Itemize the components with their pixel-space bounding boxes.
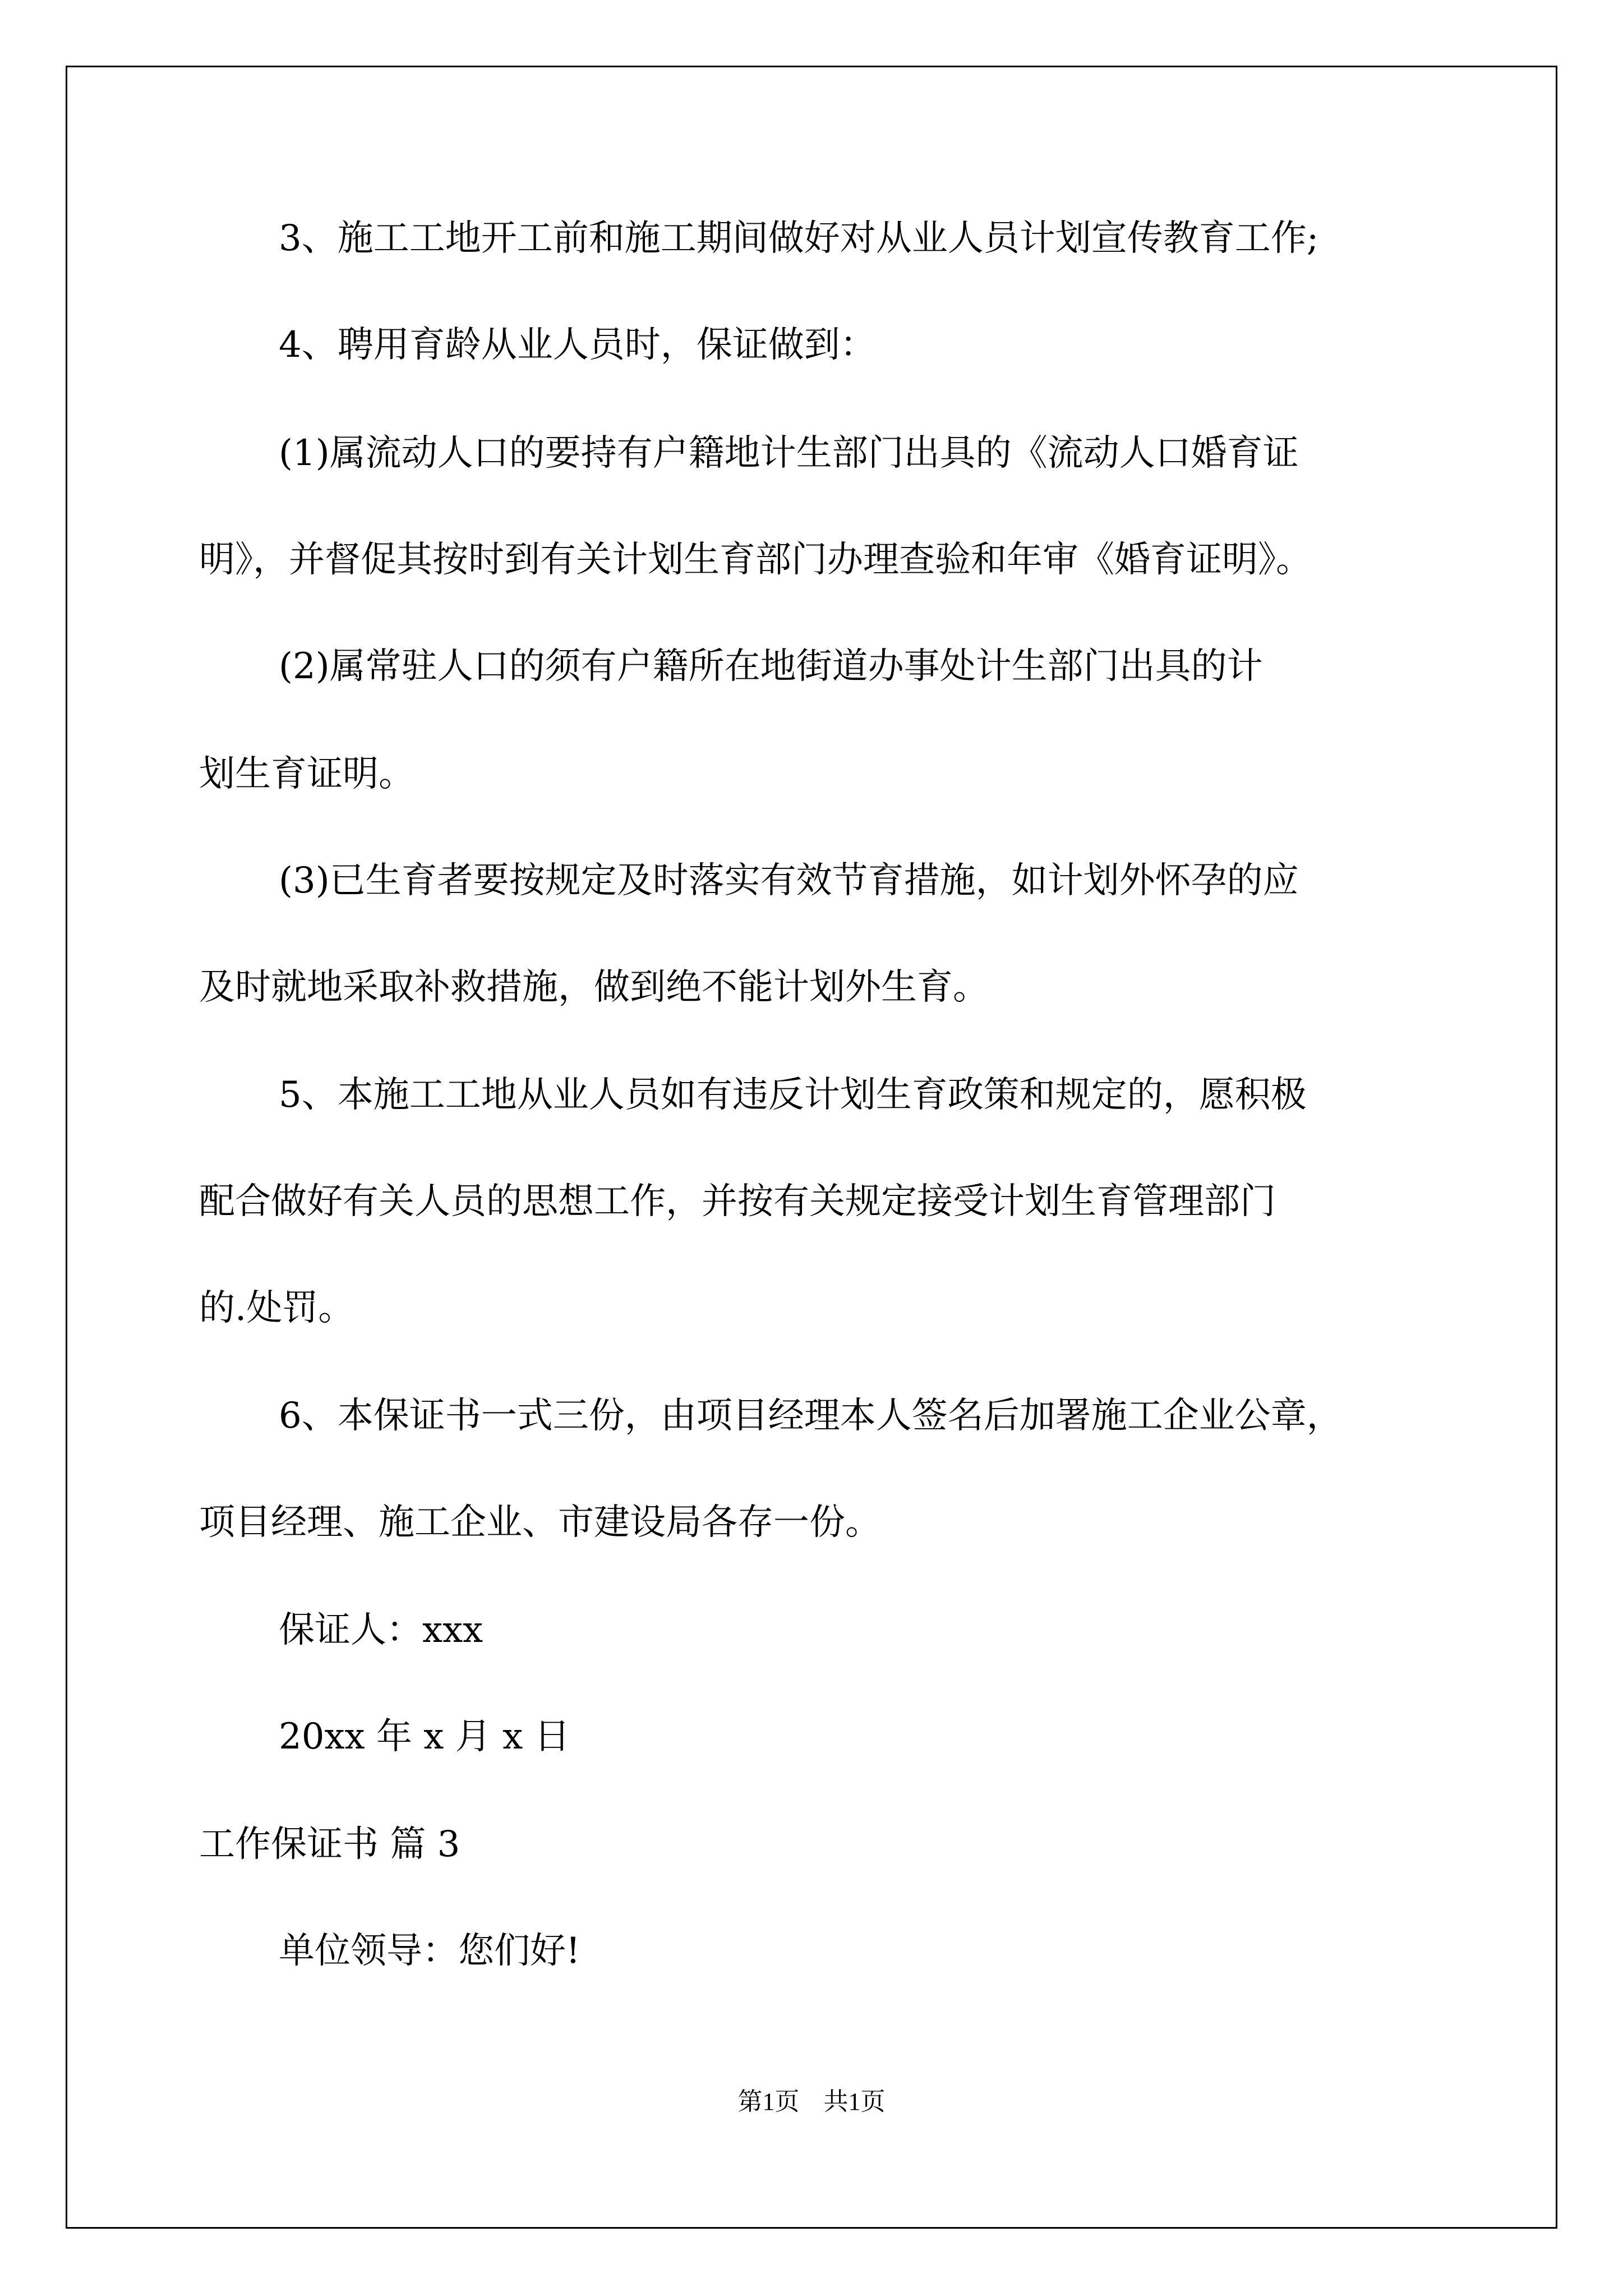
guarantor-line: 保证人：xxx	[279, 1609, 483, 1651]
date-line: 20xx 年 x 月 x 日	[279, 1716, 570, 1757]
clause-6-line-2: 项目经理、施工企业、市建设局各存一份。	[199, 1502, 881, 1543]
clause-5-line-1: 5、本施工工地从业人员如有违反计划生育政策和规定的，愿积极	[279, 1074, 1307, 1116]
clause-4-2-line-1: (2)属常驻人口的须有户籍所在地街道办事处计生部门出具的计	[279, 646, 1263, 687]
page-footer	[0, 2085, 1623, 2119]
clause-4-3-line-2: 及时就地采取补救措施，做到绝不能计划外生育。	[199, 967, 989, 1008]
page-number-current: 第1页	[737, 2088, 800, 2115]
section-heading: 工作保证书 篇 3	[199, 1824, 460, 1865]
clause-3-text: 3、施工工地开工前和施工期间做好对从业人员计划宣传教育工作;	[279, 218, 1319, 259]
clause-5-line-2: 配合做好有关人员的思想工作，并按有关规定接受计划生育管理部门	[199, 1181, 1276, 1222]
clause-4-2-line-2: 划生育证明。	[199, 753, 414, 795]
clause-4-1-line-2: 明》，并督促其按时到有关计划生育部门办理查验和年审《婚育证明》。	[199, 539, 1312, 581]
page-number-total: 共1页	[823, 2088, 886, 2115]
clause-4-text: 4、聘用育龄从业人员时，保证做到：	[279, 324, 876, 366]
clause-5-line-3: 的.处罚。	[199, 1287, 354, 1329]
page-border	[66, 66, 1557, 2229]
clause-4-3-line-1: (3)已生育者要按规定及时落实有效节育措施，如计划外怀孕的应	[279, 860, 1299, 901]
clause-6-line-1: 6、本保证书一式三份，由项目经理本人签名后加署施工企业公章，	[279, 1395, 1343, 1437]
salutation-line: 单位领导：您们好!	[279, 1930, 580, 1972]
clause-4-1-line-1: (1)属流动人口的要持有户籍地计生部门出具的《流动人口婚育证	[279, 432, 1299, 474]
